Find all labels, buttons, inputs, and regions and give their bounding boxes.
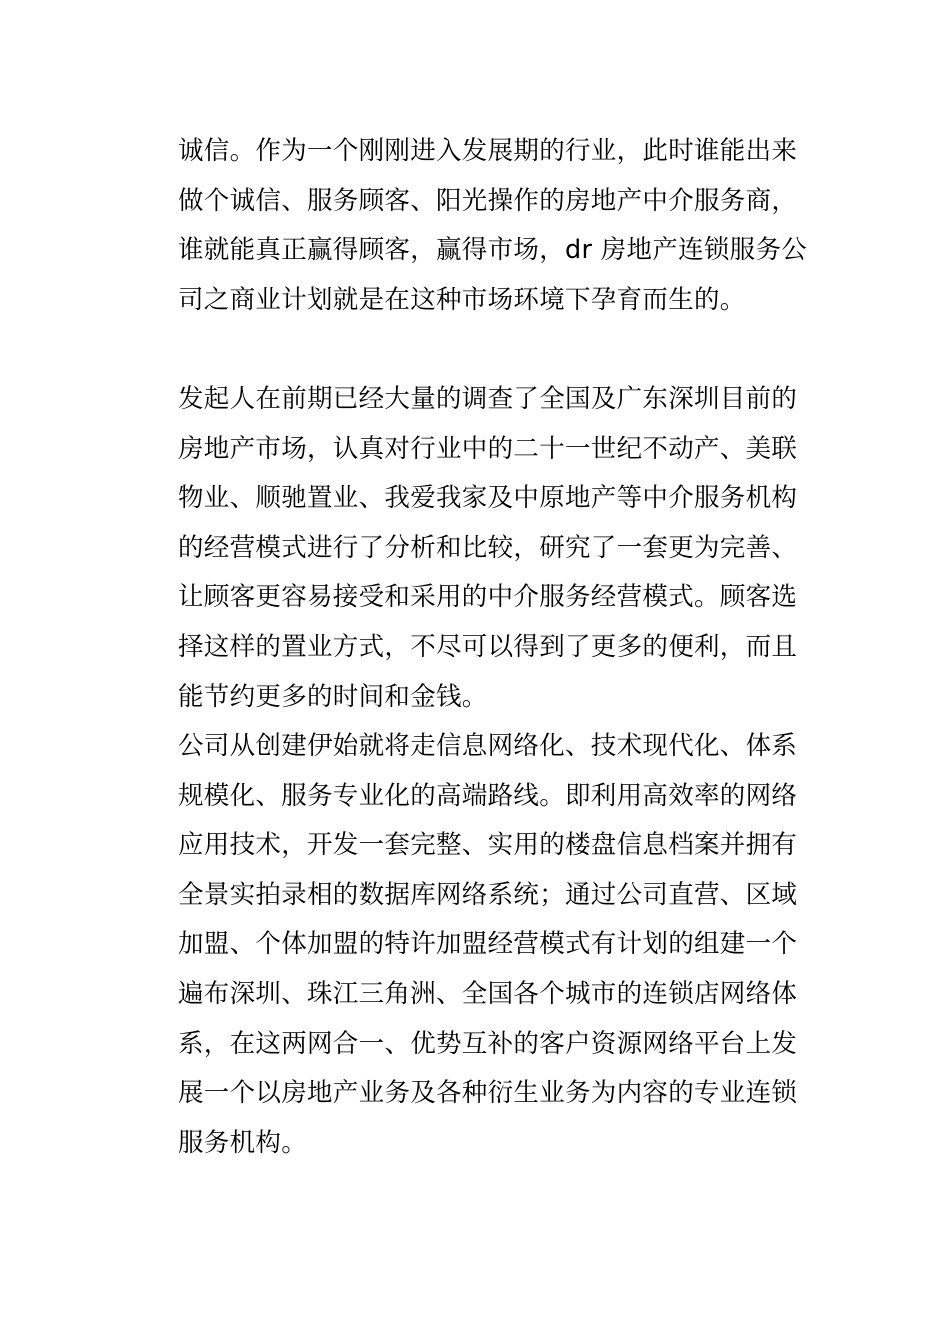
text-line: 能节约更多的时间和金钱。 xyxy=(178,681,488,712)
paragraph-market-research xyxy=(178,375,818,722)
text-line: 展一个以房地产业务及各种衍生业务为内容的专业连锁 xyxy=(178,1078,798,1109)
text-line: 发起人在前期已经大量的调查了全国及广东深圳目前的 xyxy=(178,384,798,414)
text-line: 物业、顺驰置业、我爱我家及中原地产等中介服务机构 xyxy=(178,483,798,514)
text-line: 的经营模式进行了分析和比较，研究了一套更为完善、 xyxy=(178,532,798,563)
paragraph-company-strategy xyxy=(178,722,818,1168)
paragraph-integrity xyxy=(178,127,818,325)
text-line: 谁就能真正赢得顾客，赢得市场，dr 房地产连锁服务公 xyxy=(178,235,808,266)
text-line: 司之商业计划就是在这种市场环境下孕育而生的。 xyxy=(178,284,746,315)
text-line: 遍布深圳、珠江三角洲、全国各个城市的连锁店网络体 xyxy=(178,978,798,1009)
text-line: 房地产市场，认真对行业中的二十一世纪不动产、美联 xyxy=(178,433,798,464)
text-line: 系，在这两网合一、优势互补的客户资源网络平台上发 xyxy=(178,1028,798,1059)
text-line: 全景实拍录相的数据库网络系统；通过公司直营、区域 xyxy=(178,879,798,910)
text-line: 择这样的置业方式，不尽可以得到了更多的便利，而且 xyxy=(178,631,798,662)
text-line: 诚信。作为一个刚刚进入发展期的行业，此时谁能出来 xyxy=(178,136,798,166)
text-line: 应用技术，开发一套完整、实用的楼盘信息档案并拥有 xyxy=(178,830,798,861)
text-line: 加盟、个体加盟的特许加盟经营模式有计划的组建一个 xyxy=(178,929,798,960)
text-line: 规模化、服务专业化的高端路线。即利用高效率的网络 xyxy=(178,780,798,811)
text-line: 让顾客更容易接受和采用的中介服务经营模式。顾客选 xyxy=(178,582,798,613)
text-line: 服务机构。 xyxy=(178,1127,308,1158)
text-line: 公司从创建伊始就将走信息网络化、技术现代化、体系 xyxy=(178,731,798,761)
text-line: 做个诚信、服务顾客、阳光操作的房地产中介服务商， xyxy=(178,185,798,216)
